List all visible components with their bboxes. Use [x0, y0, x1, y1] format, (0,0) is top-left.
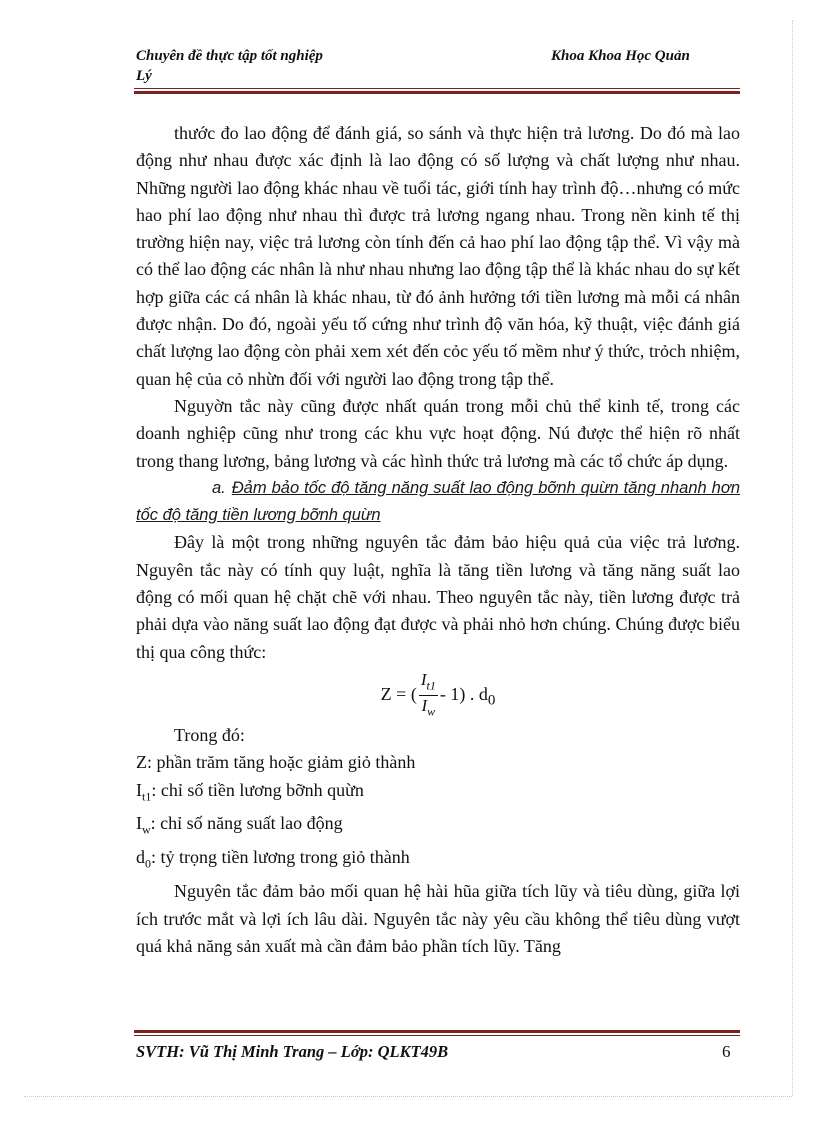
- page-number: 6: [722, 1042, 731, 1061]
- def-iw-symbol: I: [136, 813, 142, 834]
- where-label: Trong đó:: [174, 724, 245, 745]
- footer-rule-thin: [134, 1035, 740, 1036]
- definition-iw: [136, 810, 740, 844]
- def-it1-sub: t1: [142, 789, 152, 804]
- paragraph-1: thước đo lao động để đánh giá, so sánh và thực hiện trả lương. Do đó mà lao động như nhau được xác định là lao động có số lượng và chất lượng như nhau. Những người lao động khác nhau về tuổi tác, giới tính hay trình độ…nhưng có mức hao phí lao động như nhau thì được trả lương ngang nhau. Trong nền kinh tế thị trường hiện nay, việc trả lương còn tính đến cả hao phí lao động tập thể. Vì vậy mà có thể lao động các nhân là như nhau nhưng lao động tập thể là khác nhau do sự kết hợp giữa các cá nhân là khác nhau, từ đó ảnh hưởng tới tiền lương mà mỗi cá nhân được nhận. Do đó, ngoài yếu tố cứng như trình độ văn hóa, kỹ thuật, việc đánh giá chất lượng lao động còn phải xem xét đến cỏc yếu tố mềm như ý thức, trỏch nhiệm, quan hệ của cỏ nhừn đối với người lao động trong tập thể.: [136, 123, 740, 389]
- header-rule-thin: [134, 88, 740, 89]
- formula-lhs: Z = (: [380, 683, 417, 704]
- header-right-title: Khoa Khoa Học Quản: [551, 48, 690, 64]
- formula-fraction: [419, 670, 438, 722]
- def-it1-text: : chỉ số tiền lương bỡnh quừn: [151, 779, 364, 800]
- def-iw-sub: w: [142, 823, 151, 838]
- footer-author: SVTH: Vũ Thị Minh Trang – Lớp: QLKT49B: [136, 1042, 449, 1061]
- formula-num-symbol: I: [420, 669, 427, 689]
- paragraph-3: Đây là một trong những nguyên tắc đảm bảo hiệu quả của việc trả lương. Nguyên tắc này có tính quy luật, nghĩa là tăng tiền lương và tăng năng suất lao động có mối quan hệ chặt chẽ với nhau. Theo nguyên tắc này, tiền lương được trả phải dựa vào năng suất lao động đạt được và phải nhỏ hơn chúng. Chúng được biểu thị qua công thức:: [136, 532, 740, 662]
- formula-numerator: [419, 670, 438, 696]
- def-d0-text: : tỷ trọng tiền lương trong giỏ thành: [151, 847, 410, 868]
- heading-marker: a.: [212, 478, 226, 497]
- header-rule-thick: [134, 91, 740, 94]
- def-d0-sub: 0: [145, 856, 151, 871]
- header-left-title: [136, 46, 396, 86]
- formula-denominator: [419, 696, 438, 721]
- definition-d0: [136, 844, 740, 878]
- formula-rhs-sub: 0: [487, 692, 496, 709]
- heading-text: Đảm bảo tốc độ tăng năng suất lao động bỡnh quừn tăng nhanh hơn tốc độ tăng tiền lương bỡnh quừn: [136, 478, 740, 525]
- paragraph-4: Nguyên tắc đảm bảo mối quan hệ hài hũa giữa tích lũy và tiêu dùng, giữa lợi ích trước mắt và lợi ích lâu dài. Nguyên tắc này yêu cầu không thể tiêu dùng vượt quá khả năng sản xuất mà cần đảm bảo phần tích lũy. Tăng: [136, 881, 740, 956]
- definition-it1: [136, 777, 740, 811]
- document-body: [136, 120, 740, 960]
- formula-num-sub: t1: [426, 678, 436, 693]
- def-iw-text: : chỉ số năng suất lao động: [150, 813, 343, 834]
- formula-den-sub: w: [427, 704, 436, 719]
- formula-den-symbol: I: [421, 696, 428, 716]
- paragraph-2: Nguyờn tắc này cũng được nhất quán trong mỗi chủ thể kinh tế, trong các doanh nghiệp cũng như trong các khu vực hoạt động. Nú được thể hiện rõ nhất trong thang lương, bảng lương và các hình thức trả lương mà các tổ chức áp dụng.: [136, 395, 740, 471]
- def-d0-symbol: d: [136, 847, 145, 868]
- footer-rule-thick: [134, 1030, 740, 1033]
- def-it1-symbol: I: [136, 779, 142, 800]
- page-border-right: [792, 20, 793, 1096]
- page-border-bottom: [24, 1096, 792, 1097]
- section-heading-a: [136, 475, 740, 530]
- formula: [136, 669, 740, 719]
- formula-rhs: - 1) . d: [439, 683, 488, 704]
- header-left-line1: Chuyên đề thực tập tốt nghiệp: [136, 48, 323, 64]
- header-left-line2: Lý: [136, 68, 152, 84]
- definition-z: Z: phần trăm tăng hoặc giảm giỏ thành: [136, 752, 416, 773]
